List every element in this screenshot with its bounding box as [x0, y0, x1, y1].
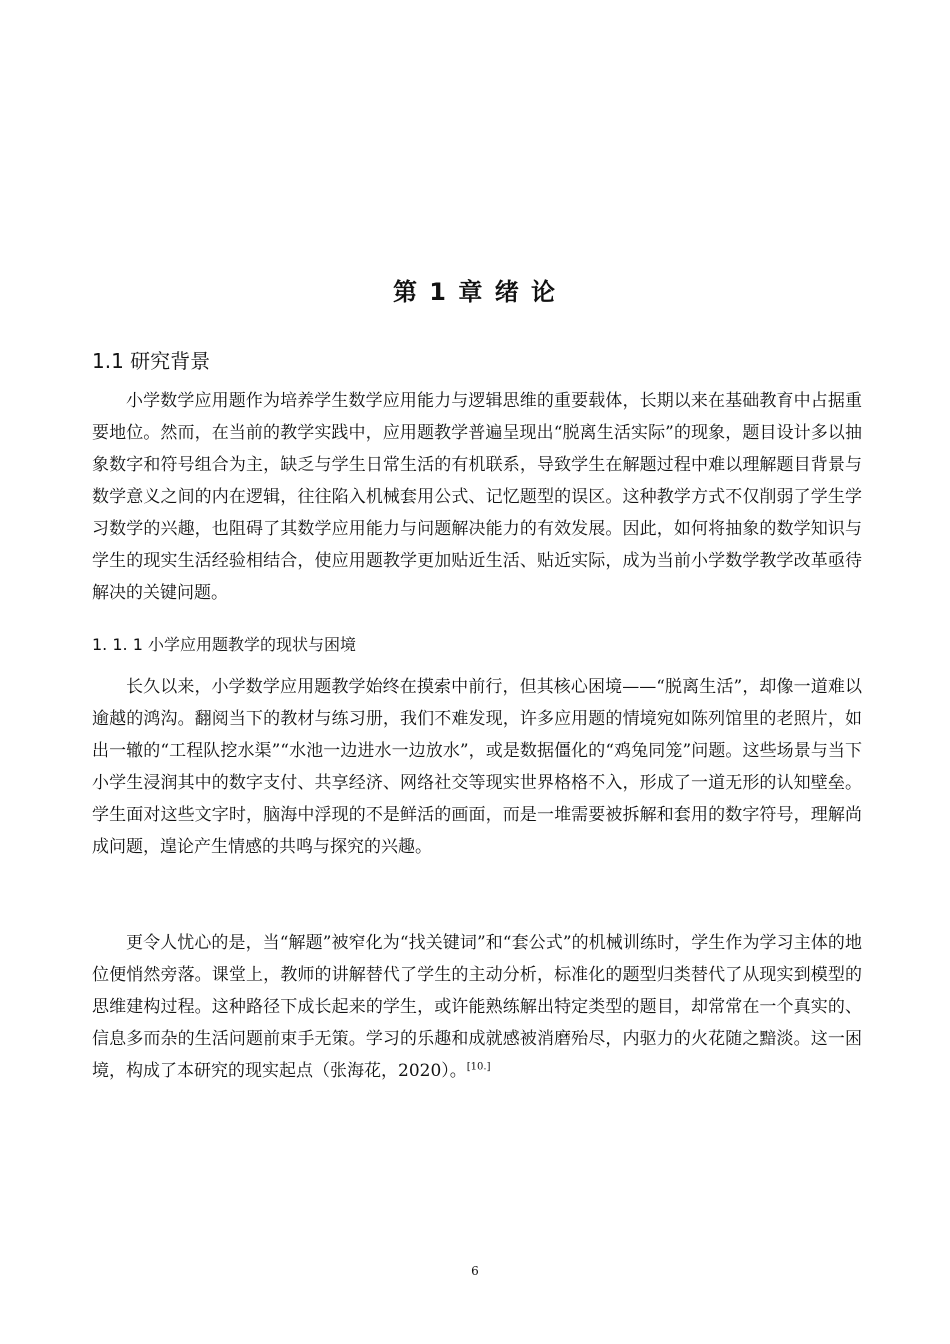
- chapter-title: 第 1 章 绪 论: [392, 278, 558, 306]
- citation-reference[interactable]: [10.]: [466, 1061, 491, 1073]
- subsection-heading: 1. 1. 1 小学应用题教学的现状与困境: [92, 635, 356, 654]
- section-paragraph: 小学数学应用题作为培养学生数学应用能力与逻辑思维的重要载体，长期以来在基础教育中占据重要地位。然而，在当前的教学实践中，应用题教学普遍呈现出“脱离生活实际”的现象，题目设计多以抽象数字和符号组合为主，缺乏与学生日常生活的有机联系，导致学生在解题过程中难以理解题目背景与数学意义之间的内在逻辑，往往陷入机械套用公式、记忆题型的误区。这种教学方式不仅削弱了学生学习数学的兴趣，也阻碍了其数学应用能力与问题解决能力的有效发展。因此，如何将抽象的数学知识与学生的现实生活经验相结合，使应用题教学更加贴近生活、贴近实际，成为当前小学数学教学改革亟待解决的关键问题。: [92, 391, 862, 603]
- subsection-paragraph-1: 长久以来，小学数学应用题教学始终在摸索中前行，但其核心困境——“脱离生活”，却像一道难以逾越的鸿沟。翻阅当下的教材与练习册，我们不难发现，许多应用题的情境宛如陈列馆里的老照片，如出一辙的“工程队挖水渠”“水池一边进水一边放水”，或是数据僵化的“鸡兔同笼”问题。这些场景与当下小学生浸润其中的数字支付、共享经济、网络社交等现实世界格格不入，形成了一道无形的认知壁垒。学生面对这些文字时，脑海中浮现的不是鲜活的画面，而是一堆需要被拆解和套用的数字符号，理解尚成问题，遑论产生情感的共鸣与探究的兴趣。: [92, 677, 862, 857]
- section-heading: 1.1 研究背景: [92, 349, 211, 373]
- page-number: 6: [471, 1264, 479, 1278]
- subsection-paragraph-2-text: 更令人忧心的是，当“解题”被窄化为“找关键词”和“套公式”的机械训练时，学生作为学习主体的地位便悄然旁落。课堂上，教师的讲解替代了学生的主动分析，标准化的题型归类替代了从现实到模型的思维建构过程。这种路径下成长起来的学生，或许能熟练解出特定类型的题目，却常常在一个真实的、信息多而杂的生活问题前束手无策。学习的乐趣和成就感被消磨殆尽，内驱力的火花随之黯淡。这一困境，构成了本研究的现实起点（张海花，2020）。: [92, 933, 862, 1081]
- subsection-paragraph-2: [92, 927, 862, 1087]
